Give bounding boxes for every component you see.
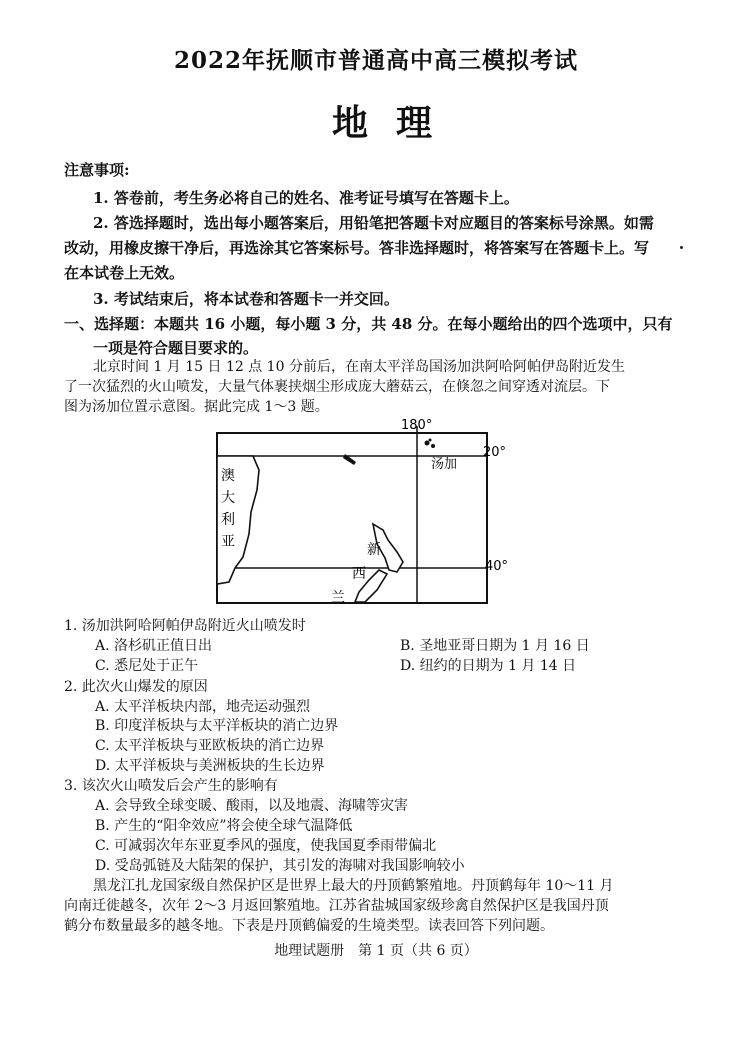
page-footer: 地理试题册 第 1 页（共 6 页） [274, 943, 478, 959]
new-zealand-label-char: 新 [367, 542, 381, 558]
tonga-island-dot [425, 441, 430, 446]
question-3-option-b: B. 产生的“阳伞效应”将会使全球气温降低 [95, 818, 353, 834]
scan-speck [680, 246, 683, 249]
question-1-option-d: D. 纽约的日期为 1 月 14 日 [400, 658, 577, 674]
passage-2-line-2: 向南迁徙越冬，次年 2～3 月返回繁殖地。江苏省盐城国家级珍禽自然保护区是我国丹顶 [64, 898, 609, 914]
australia-label-char: 亚 [221, 534, 235, 550]
australia-label-char: 大 [221, 490, 235, 506]
latitude-20-label: 20° [483, 445, 507, 460]
notice-item-1: 1. 答卷前，考生务必将自己的姓名、准考证号填写在答题卡上。 [93, 189, 519, 207]
question-1-option-a: A. 洛杉矶正值日出 [95, 638, 213, 654]
longitude-180-label: 180° [401, 418, 433, 433]
section-1-heading-cont: 一项是符合题目要求的。 [93, 339, 259, 357]
passage-2-line-3: 鹤分布数量最多的越冬地。下表是丹顶鹤偏爱的生境类型。读表回答下列问题。 [64, 918, 554, 934]
question-2-option-d: D. 太平洋板块与美洲板块的生长边界 [95, 758, 325, 774]
australia-label-char: 利 [221, 512, 235, 528]
question-1-option-b: B. 圣地亚哥日期为 1 月 16 日 [400, 638, 590, 654]
latitude-40-label: 40° [485, 559, 509, 574]
new-zealand-label-char: 西 [352, 566, 366, 582]
notice-item-2-line-2: 改动，用橡皮擦干净后，再选涂其它答案标号。答非选择题时，将答案写在答题卡上。写 [64, 239, 650, 257]
passage-1-line-3: 图为汤加位置示意图。据此完成 1～3 题。 [64, 399, 329, 415]
exam-title: 2022年抚顺市普通高中高三模拟考试 [173, 47, 578, 74]
question-2-option-c: C. 太平洋板块与亚欧板块的消亡边界 [95, 738, 325, 754]
australia-label-char: 澳 [221, 468, 235, 484]
question-1-option-c: C. 悉尼处于正午 [95, 658, 199, 674]
passage-2-line-1: 黑龙江扎龙国家级自然保护区是世界上最大的丹顶鹤繁殖地。丹顶鹤每年 10～11 月 [93, 878, 614, 894]
notice-item-2-line-1: 2. 答选择题时，选出每小题答案后，用铅笔把答题卡对应题目的答案标号涂黑。如需 [93, 214, 654, 232]
tonga-location-map [205, 412, 525, 607]
new-zealand-label-char: 兰 [331, 590, 345, 606]
notice-item-2-line-3: 在本试卷上无效。 [64, 264, 185, 282]
passage-1-line-2: 了一次猛烈的火山喷发，大量气体裹挟烟尘形成庞大蘑菇云，在倏忽之间穿透对流层。下 [64, 379, 610, 395]
passage-1-line-1: 北京时间 1 月 15 日 12 点 10 分前后，在南太平洋岛国汤加洪阿哈阿帕伊岛附近发生 [93, 359, 625, 375]
question-3-option-d: D. 受岛弧链及大陆架的保护，其引发的海啸对我国影响较小 [95, 858, 465, 874]
subject-title: 地理 [331, 102, 460, 144]
tonga-label: 汤加 [431, 457, 458, 472]
question-3-option-c: C. 可减弱次年东亚夏季风的强度，使我国夏季雨带偏北 [95, 838, 437, 854]
tonga-island-dot [431, 444, 435, 448]
question-2-option-a: A. 太平洋板块内部，地壳运动强烈 [95, 699, 311, 715]
notice-heading: 注意事项: [64, 161, 130, 179]
tonga-island-dot [429, 439, 432, 442]
section-1-heading: 一、选择题：本题共 16 小题，每小题 3 分，共 48 分。在每小题给出的四个选项中，只有 [64, 315, 673, 333]
question-1-stem: 1. 汤加洪阿哈阿帕伊岛附近火山喷发时 [64, 618, 306, 634]
question-2-option-b: B. 印度洋板块与太平洋板块的消亡边界 [95, 718, 339, 734]
question-3-stem: 3. 该次火山喷发后会产生的影响有 [64, 778, 278, 794]
question-2-stem: 2. 此次火山爆发的原因 [64, 679, 208, 695]
notice-item-3: 3. 考试结束后，将本试卷和答题卡一并交回。 [93, 290, 399, 308]
question-3-option-a: A. 会导致全球变暖、酸雨，以及地震、海啸等灾害 [95, 798, 409, 814]
